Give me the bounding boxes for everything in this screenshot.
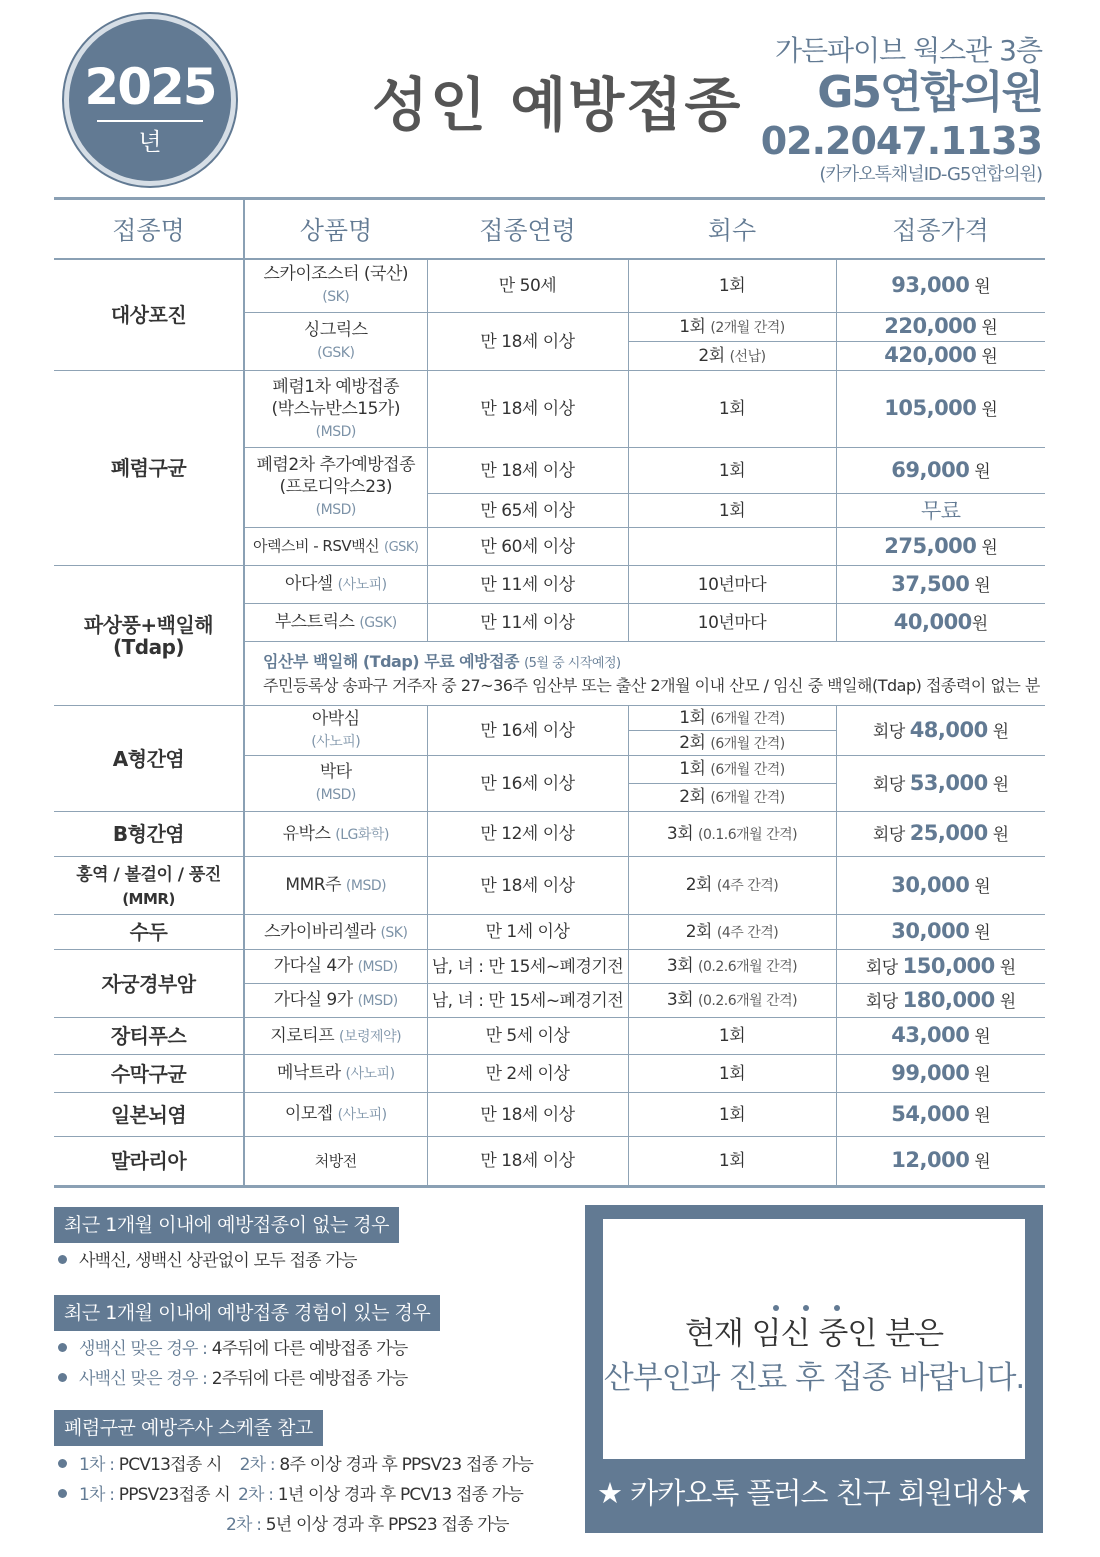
bullet-dot (58, 1343, 67, 1352)
table-row (54, 950, 1045, 984)
age-cell: 만 60세 이상 (427, 528, 628, 566)
product-name: 싱그릭스 (303, 320, 368, 340)
age-cell: 만 1세 이상 (427, 915, 628, 950)
bullet-text: 1년 이상 경과 후 PCV13 접종 가능 (277, 1485, 524, 1505)
age-cell: 만 12세 이상 (427, 812, 628, 857)
dose-note: (2개월 간격) (710, 319, 785, 336)
maker: (MSD) (357, 959, 398, 975)
price-cell (836, 448, 1045, 494)
price-value: 99,000 (891, 1060, 970, 1085)
product-cell (244, 1018, 427, 1055)
product-cell (244, 706, 427, 756)
maker: (사노피) (345, 1066, 395, 1082)
price-cell (836, 604, 1045, 642)
price-cell (836, 706, 1045, 756)
product-name: 처방전 (314, 1152, 357, 1170)
notice-line-2: 산부인과 진료 후 접종 바랍니다. (603, 1360, 1025, 1396)
bullet-item (58, 1483, 523, 1507)
bullet-text: 2주뒤에 다른 예방접종 가능 (211, 1369, 408, 1389)
bullet-item (58, 1513, 509, 1537)
section-no-recent-vaccination: 최근 1개월 이내에 예방접종이 없는 경우 (54, 1207, 399, 1243)
price-value: 150,000 (902, 953, 995, 978)
dose-count: 1회 (679, 707, 706, 728)
bullet-label: 생백신 맞은 경우 : (79, 1339, 208, 1359)
won-unit: 원 (999, 991, 1016, 1012)
bullet-text: 5년 이상 경과 후 PPS23 접종 가능 (265, 1515, 509, 1535)
dose-cell: 1회 (628, 1055, 836, 1093)
table-row (54, 706, 1045, 731)
category-cell (54, 857, 244, 915)
dose-cell (628, 950, 836, 984)
age-cell: 만 18세 이상 (427, 1093, 628, 1137)
tdap-pregnancy-note (244, 642, 1045, 706)
dose-cell (628, 528, 836, 566)
emphasis-dot (773, 1305, 779, 1311)
tdap-note-title (263, 652, 621, 671)
dose-note: (0.2.6개월 간격) (698, 993, 798, 1009)
product-name: 박타 (319, 762, 352, 782)
dose-cell (628, 784, 836, 812)
product-cell (244, 448, 427, 528)
section-pneumococcal-schedule: 폐렴구균 예방주사 스케줄 참고 (54, 1410, 323, 1446)
bullet-dot (58, 1255, 67, 1264)
maker: (보령제약) (339, 1028, 402, 1045)
dose-note: (6개월 간격) (710, 735, 785, 752)
maker: (GSK) (384, 539, 419, 555)
table-header-row (54, 199, 1045, 259)
bullet-text: 8주 이상 경과 후 PPSV23 접종 가능 (279, 1455, 534, 1475)
maker: (MSD) (315, 502, 356, 518)
product-name: 아다셀 (284, 574, 333, 594)
dose-cell: 1회 (628, 259, 836, 313)
product-cell (244, 950, 427, 984)
header-price: 접종가격 (836, 199, 1045, 259)
header-product-name: 상품명 (244, 199, 427, 259)
won-unit: 원 (981, 400, 998, 420)
price-value: 12,000 (891, 1148, 970, 1172)
maker: (SK) (380, 924, 408, 941)
table-row (54, 1137, 1045, 1187)
age-cell: 만 18세 이상 (427, 1137, 628, 1187)
price-cell (836, 313, 1045, 342)
product-name: 아박심 (311, 709, 360, 729)
price-value: 93,000 (891, 272, 970, 297)
emphasis-dot (803, 1305, 809, 1311)
dose-note: (0.2.6개월 간격) (698, 959, 798, 975)
product-cell (244, 1055, 427, 1093)
notice-inner (603, 1219, 1025, 1459)
won-unit: 원 (974, 876, 991, 897)
maker: (MSD) (315, 423, 356, 440)
dose-cell: 1회 (628, 1093, 836, 1137)
dose-cell: 1회 (628, 371, 836, 448)
tdap-note-body: 주민등록상 송파구 거주자 중 27~36주 임산부 또는 출산 2개월 이내 산모 / 임신 중 백일해(Tdap) 접종력이 없는 분 (263, 675, 1040, 695)
per-dose-label: 회당 (872, 721, 905, 742)
dose-cell (628, 812, 836, 857)
age-cell: 만 50세 (427, 259, 628, 313)
bullet-label: 2차 : (238, 1485, 274, 1505)
won-unit: 원 (999, 957, 1016, 978)
maker: (MSD) (345, 878, 387, 894)
table-row (54, 371, 1045, 448)
price-cell (836, 1137, 1045, 1187)
category-cell: 폐렴구균 (54, 371, 244, 566)
product-cell (244, 604, 427, 642)
kakao-plus-notice: ★ 카카오톡 플러스 친구 회원대상★ (596, 1476, 1032, 1510)
age-cell: 만 11세 이상 (427, 566, 628, 604)
price-value: 53,000 (909, 770, 988, 795)
bullet-text: PPSV23접종 시 (118, 1485, 231, 1505)
maker: (LG화학) (335, 826, 389, 843)
age-cell: 만 16세 이상 (427, 756, 628, 812)
category-cell: 장티푸스 (54, 1018, 244, 1055)
dose-count: 1회 (679, 316, 706, 337)
dose-cell (628, 706, 836, 731)
dose-note: (6개월 간격) (710, 790, 785, 806)
page-title: 성인 예방접종 (372, 71, 743, 139)
product-cell (244, 371, 427, 448)
bullet-text: 4주뒤에 다른 예방접종 가능 (211, 1339, 408, 1359)
won-unit: 원 (974, 276, 991, 297)
per-dose-label: 회당 (872, 774, 905, 795)
won-unit: 원 (981, 347, 998, 367)
product-cell (244, 313, 427, 371)
bullet-label: 사백신 맞은 경우 : (79, 1369, 208, 1389)
price-value: 37,500 (891, 571, 970, 596)
per-dose-label: 회당 (865, 957, 898, 978)
dose-note: (0.1.6개월 간격) (698, 826, 798, 843)
won-unit: 원 (992, 721, 1009, 742)
header-vaccine-name: 접종명 (54, 199, 244, 259)
dose-note: (선납) (729, 348, 766, 365)
product-name-sub: (프로디악스23) (279, 477, 392, 497)
won-unit: 원 (974, 1064, 991, 1085)
product-name: 유박스 (282, 823, 331, 844)
bullet-item (58, 1337, 407, 1361)
vaccine-price-table (54, 197, 1045, 1188)
price-cell (836, 915, 1045, 950)
bullet-text: 사백신, 생백신 상관없이 모두 접종 가능 (79, 1251, 357, 1271)
bullet-label: 2차 : (226, 1515, 262, 1535)
age-cell: 만 18세 이상 (427, 448, 628, 494)
bullet-label: 2차 : (239, 1455, 275, 1475)
bullet-label: 1차 : (79, 1485, 115, 1505)
price-cell (836, 259, 1045, 313)
dose-cell: 10년마다 (628, 604, 836, 642)
won-unit: 원 (981, 537, 998, 558)
dose-cell (628, 342, 836, 371)
maker: (사노피) (311, 734, 361, 750)
per-dose-label: 회당 (865, 991, 898, 1012)
category-name: 파상풍+백일해 (83, 612, 214, 637)
dose-cell: 1회 (628, 1018, 836, 1055)
category-cell (54, 566, 244, 706)
won-unit: 원 (974, 461, 991, 482)
age-cell: 만 5세 이상 (427, 1018, 628, 1055)
dose-note: (4주 간격) (716, 878, 779, 894)
price-cell (836, 812, 1045, 857)
category-cell: 자궁경부암 (54, 950, 244, 1018)
price-value: 275,000 (884, 533, 977, 558)
dose-note: (6개월 간격) (710, 762, 785, 778)
product-cell (244, 1093, 427, 1137)
table-row (54, 259, 1045, 313)
product-name: 지로티프 (270, 1025, 335, 1046)
price-value: 69,000 (891, 457, 970, 482)
price-value: 420,000 (884, 343, 977, 367)
clinic-info (761, 34, 1042, 186)
maker: (사노피) (337, 1107, 387, 1123)
age-cell: 남, 녀 : 만 15세~폐경기전 (427, 950, 628, 984)
clinic-phone: 02.2047.1133 (760, 119, 1042, 163)
category-name: 홍역 / 볼걸이 / 풍진 (76, 864, 221, 885)
price-value: 105,000 (884, 396, 977, 420)
product-cell (244, 756, 427, 812)
price-cell (836, 371, 1045, 448)
category-cell: A형간염 (54, 706, 244, 812)
maker: (GSK) (359, 615, 397, 631)
bullet-item (58, 1249, 357, 1273)
age-cell: 남, 녀 : 만 15세~폐경기전 (427, 984, 628, 1018)
age-cell: 만 18세 이상 (427, 857, 628, 915)
maker: (MSD) (357, 993, 398, 1009)
age-cell: 만 16세 이상 (427, 706, 628, 756)
pregnancy-notice-box (585, 1205, 1043, 1533)
price-cell (836, 528, 1045, 566)
price-value: 54,000 (891, 1101, 970, 1126)
product-cell (244, 915, 427, 950)
price-value: 43,000 (891, 1023, 970, 1047)
table-row (54, 857, 1045, 915)
dose-count: 2회 (685, 921, 712, 942)
age-cell: 만 2세 이상 (427, 1055, 628, 1093)
product-name: 아렉스비 - RSV백신 (252, 536, 380, 555)
price-cell (836, 756, 1045, 812)
product-name: MMR주 (285, 875, 341, 895)
price-value: 30,000 (891, 872, 970, 897)
product-cell (244, 812, 427, 857)
price-value: 25,000 (909, 821, 988, 845)
year-suffix: 년 (138, 128, 162, 156)
product-name: 가다실 9가 (273, 990, 353, 1010)
price-cell (836, 1018, 1045, 1055)
won-unit: 원 (974, 1152, 991, 1172)
dose-cell (628, 984, 836, 1018)
dose-cell (628, 857, 836, 915)
category-sub: (Tdap) (112, 634, 185, 659)
age-cell: 만 18세 이상 (427, 313, 628, 371)
dose-count: 1회 (679, 759, 706, 779)
product-name: 폐렴1차 예방접종 (272, 376, 400, 397)
dose-count: 2회 (685, 875, 712, 895)
product-cell (244, 259, 427, 313)
header-age: 접종연령 (427, 199, 628, 259)
maker: (사노피) (337, 577, 387, 593)
won-unit: 원 (974, 923, 991, 943)
price-value: 220,000 (884, 314, 977, 338)
dose-cell (628, 731, 836, 756)
age-cell: 만 65세 이상 (427, 494, 628, 528)
bullet-item (58, 1367, 407, 1391)
product-cell (244, 566, 427, 604)
dose-cell: 1회 (628, 1137, 836, 1187)
dose-count: 3회 (666, 823, 694, 844)
table-row (54, 566, 1045, 604)
category-cell: 수막구균 (54, 1055, 244, 1093)
dose-cell (628, 313, 836, 342)
product-cell (244, 528, 427, 566)
tdap-note-schedule: (5월 중 시작예정) (524, 655, 621, 671)
product-name: 스카이바리셀라 (264, 921, 376, 942)
product-name: 스카이조스터 (국산) (263, 264, 409, 285)
category-sub: (MMR) (122, 889, 175, 908)
clinic-name: G5연합의원 (817, 67, 1042, 118)
dose-cell: 1회 (628, 448, 836, 494)
dose-note: (6개월 간격) (710, 710, 785, 727)
won-unit: 원 (974, 1027, 991, 1047)
price-value: 30,000 (891, 919, 970, 943)
clinic-kakao-id: (카카오톡채널ID-G5연합의원) (819, 164, 1042, 185)
product-cell (244, 984, 427, 1018)
product-name: 폐렴2차 추가예방접종 (256, 455, 416, 475)
category-cell: 일본뇌염 (54, 1093, 244, 1137)
age-cell: 만 11세 이상 (427, 604, 628, 642)
dose-count: 2회 (698, 345, 725, 366)
category-cell: B형간염 (54, 812, 244, 857)
emphasis-dot (834, 1305, 840, 1311)
product-cell (244, 1137, 427, 1187)
won-unit: 원 (974, 1105, 991, 1126)
table-row (54, 915, 1045, 950)
year-text: 2025 (84, 58, 216, 116)
price-cell (836, 566, 1045, 604)
won-unit: 원 (981, 318, 998, 338)
dose-note: (4주 간격) (716, 924, 779, 941)
tdap-note-title-text: 임산부 백일해 (Tdap) 무료 예방접종 (263, 651, 519, 671)
price-value: 180,000 (902, 987, 995, 1012)
dose-count: 2회 (679, 787, 706, 807)
maker: (GSK) (317, 345, 355, 361)
table-row (54, 1055, 1045, 1093)
table-row (54, 1093, 1045, 1137)
age-cell: 만 18세 이상 (427, 371, 628, 448)
price-free: 무료 (836, 494, 1045, 528)
category-cell: 수두 (54, 915, 244, 950)
table-row (54, 1018, 1045, 1055)
bullet-text: PCV13접종 시 (118, 1455, 222, 1475)
dose-cell (628, 915, 836, 950)
price-cell (836, 1055, 1045, 1093)
bullet-item (58, 1453, 533, 1477)
won-unit: 원 (992, 774, 1009, 795)
price-cell (836, 342, 1045, 371)
bullet-dot (58, 1459, 67, 1468)
won-unit: 원 (992, 825, 1009, 845)
per-dose-label: 회당 (872, 825, 905, 845)
product-cell (244, 857, 427, 915)
dose-count: 2회 (679, 732, 706, 753)
price-cell (836, 1093, 1045, 1137)
category-cell: 말라리아 (54, 1137, 244, 1187)
product-name: 메낙트라 (276, 1063, 341, 1083)
dose-cell: 10년마다 (628, 566, 836, 604)
dose-cell: 1회 (628, 494, 836, 528)
price-value: 40,000 (893, 609, 972, 634)
year-badge (64, 14, 236, 186)
maker: (SK) (322, 289, 350, 306)
price-cell (836, 984, 1045, 1018)
won-unit: 원 (971, 613, 988, 634)
table-row (54, 812, 1045, 857)
product-name: 부스트릭스 (274, 612, 355, 632)
product-name: 이모젭 (284, 1104, 333, 1124)
category-cell: 대상포진 (54, 259, 244, 371)
product-name-sub: (박스뉴반스15가) (271, 398, 400, 419)
clinic-location: 가든파이브 웍스관 3층 (774, 34, 1042, 67)
maker: (MSD) (315, 787, 356, 803)
notice-line-1: 현재 임신 중인 분은 (684, 1316, 944, 1352)
year-divider (97, 120, 203, 122)
section-recent-vaccination: 최근 1개월 이내에 예방접종 경험이 있는 경우 (54, 1295, 440, 1331)
bullet-label: 1차 : (79, 1455, 115, 1475)
header-doses: 회수 (628, 199, 836, 259)
dose-cell (628, 756, 836, 784)
price-cell (836, 857, 1045, 915)
won-unit: 원 (974, 575, 991, 596)
price-value: 48,000 (909, 717, 988, 742)
dose-count: 3회 (666, 956, 694, 976)
emphasis-dots (603, 1305, 1025, 1313)
bullet-dot (58, 1373, 67, 1382)
bullet-dot (58, 1489, 67, 1498)
product-name: 가다실 4가 (273, 956, 353, 976)
price-cell (836, 950, 1045, 984)
dose-count: 3회 (666, 990, 694, 1010)
